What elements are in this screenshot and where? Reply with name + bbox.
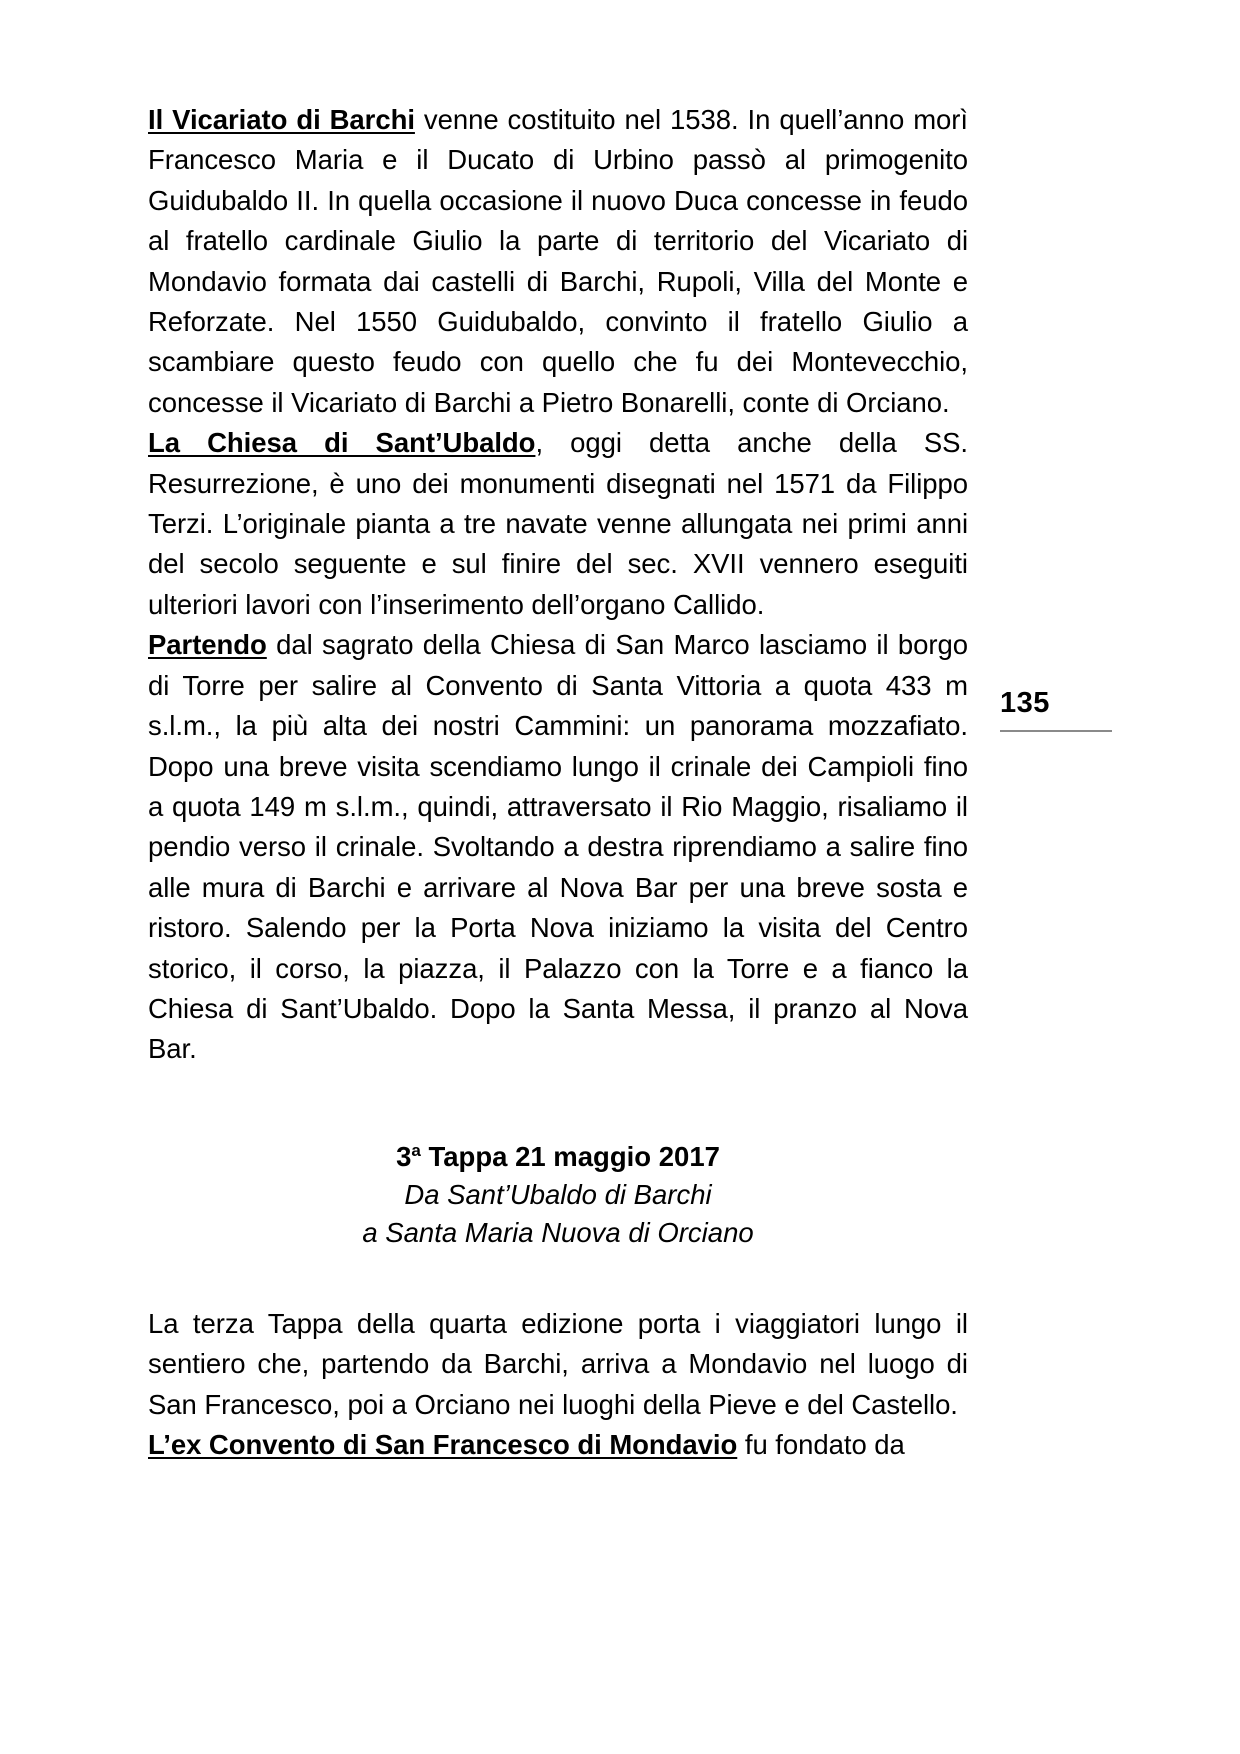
paragraph-body-text: La terza Tappa della quarta edizione porta i viaggiatori lungo il sentiero che, partendo da Barchi, arriva a Mondavio nel luogo di San Francesco, poi a Orciano nei luoghi della Pieve e del Castello. [148, 1308, 968, 1420]
paragraph-terza-tappa [148, 1304, 968, 1425]
paragraph-chiesa-di-santubaldo [148, 423, 968, 625]
stage-subtitle-line-1: Da Sant’Ubaldo di Barchi [404, 1179, 712, 1210]
folio-rule [1000, 730, 1112, 732]
page-folio [1000, 686, 1110, 732]
stage-title [148, 1138, 968, 1176]
paragraph-partendo [148, 625, 968, 1069]
run-in-heading-ex-convento-san-francesco: L’ex Convento di San Francesco di Mondavio [148, 1429, 738, 1461]
main-text-column [148, 100, 968, 1070]
paragraph-body-text: venne costituito nel 1538. In quell’anno morì Francesco Maria e il Ducato di Urbino passò al primogenito Guidubaldo II. In quella occasione il nuovo Duca concesse in feudo al fratello cardinale Giulio la parte di territorio del Vicariato di Mondavio formata dai castelli di Barchi, Rupoli, Villa del Monte e Reforzate. Nel 1550 Guidubaldo, convinto il fratello Giulio a scambiare questo feudo con quello che fu dei Montevecchio, concesse il Vicariato di Barchi a Pietro Bonarelli, conte di Orciano. [148, 104, 968, 418]
page-number: 135 [1000, 687, 1050, 719]
run-in-heading-vicariato-di-barchi: Il Vicariato di Barchi [148, 104, 415, 135]
paragraph-body-text: fu fondato da [737, 1429, 905, 1461]
paragraph-body-text: dal sagrato della Chiesa di San Marco lasciamo il borgo di Torre per salire al Convento di Santa Vittoria a quota 433 m s.l.m., la più alta dei nostri Cammini: un panorama mozzafiato. Dopo una breve visita scendiamo lungo il crinale dei Campioli fino a quota 149 m s.l.m., quindi, attraversato il Rio Maggio, risaliamo il pendio verso il crinale. Svoltando a destra riprendiamo a salire fino alle mura di Barchi e arrivare al Nova Bar per una breve sosta e ristoro. Salendo per la Porta Nova iniziamo la visita del Centro storico, il corso, la piazza, il Palazzo con la Torre e a fianco la Chiesa di Sant’Ubaldo. Dopo la Santa Messa, il pranzo al Nova Bar. [148, 629, 968, 1065]
run-in-heading-chiesa-di-santubaldo: La Chiesa di Sant’Ubaldo [148, 427, 536, 459]
stage-heading-block [148, 1138, 968, 1252]
stage-ordinal: 3 [396, 1141, 412, 1172]
paragraph-vicariato-di-barchi [148, 100, 968, 423]
stage-subtitle-line-2: a Santa Maria Nuova di Orciano [362, 1217, 754, 1248]
paragraph-ex-convento-san-francesco [148, 1425, 968, 1465]
paragraph-body-text: , oggi detta anche della SS. Resurrezione, è uno dei monumenti disegnati nel 1571 da Filippo Terzi. L’originale pianta a tre navate venne allungata nei primi anni del secolo seguente e sul finire del sec. XVII vennero eseguiti ulteriori lavori con l’inserimento dell’organo Callido. [148, 427, 969, 620]
run-in-heading-partendo: Partendo [148, 629, 267, 661]
stage-ordinal-suffix: a [411, 1140, 421, 1160]
stage-title-rest: Tappa 21 maggio 2017 [420, 1141, 720, 1172]
lower-text-column [148, 1304, 968, 1466]
